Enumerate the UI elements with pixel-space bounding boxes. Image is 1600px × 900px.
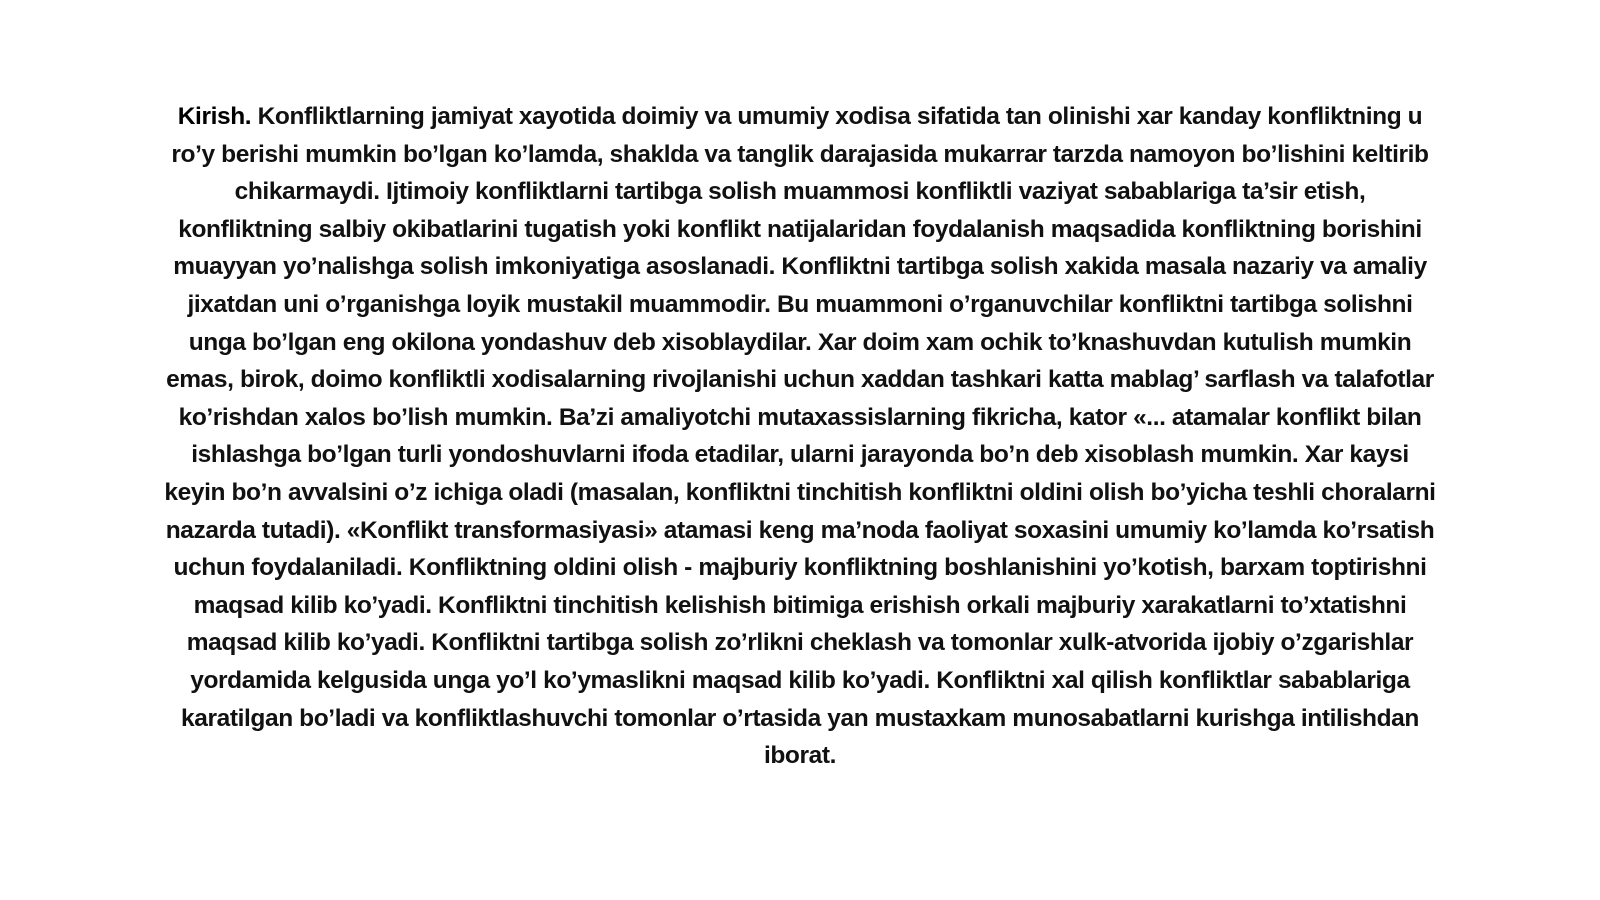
text-line: jixatdan uni o’rganishga loyik mustakil muammodir. Bu muammoni o’rganuvchilar konfliktni tartibga solishni — [187, 290, 1413, 318]
text-line: konfliktning salbiy okibatlarini tugatish yoki konflikt natijalaridan foydalanish maqsadida konfliktning borishini — [178, 215, 1422, 243]
body-paragraph — [80, 98, 1520, 775]
text-line: muayyan yo’nalishga solish imkoniyatiga asoslanadi. Konfliktni tartibga solish xakida masala nazariy va amaliy — [173, 253, 1427, 281]
text-line: iborat. — [763, 742, 837, 770]
text-line: ro’y berishi mumkin bo’lgan ko’lamda, shaklda va tanglik darajasida mukarrar tarzda namoyon bo’lishini keltirib — [171, 140, 1429, 168]
text-line: yordamida kelgusida unga yo’l ko’ymaslikni maqsad kilib ko’yadi. Konfliktni xal qilish konfliktlar sabablariga — [190, 666, 1410, 694]
text-line: nazarda tutadi). «Konflikt transformasiyasi» atamasi keng ma’noda faoliyat soxasini umumiy ko’lamda ko’rsatish — [165, 516, 1435, 544]
text-line: ishlashga bo’lgan turli yondoshuvlarni ifoda etadilar, ularni jarayonda bo’n deb xisoblash mumkin. Xar kaysi — [191, 441, 1409, 469]
lead-word: Kirish. — [177, 103, 252, 130]
text-line: maqsad kilib ko’yadi. Konfliktni tartibga solish zo’rlikni cheklash va tomonlar xulk-atvorida ijobiy o’zgarishlar — [186, 629, 1414, 657]
text-line: ko’rishdan xalos bo’lish mumkin. Ba’zi amaliyotchi mutaxassislarning fikricha, kator «... atamalar konflikt bilan — [178, 403, 1422, 431]
text-line-content: Konfliktlarning jamiyat xayotida doimiy va umumiy xodisa sifatida tan olinishi xar kanday konfliktning u — [251, 103, 1423, 130]
text-line — [80, 98, 1520, 136]
text-line: emas, birok, doimo konfliktli xodisalarning rivojlanishi uchun xaddan tashkari katta mablag’ sarflash va talafotlar — [166, 366, 1434, 394]
text-line: unga bo’lgan eng okilona yondashuv deb xisoblaydilar. Xar doim xam ochik to’knashuvdan kutulish mumkin — [188, 328, 1412, 356]
text-line: karatilgan bo’ladi va konfliktlashuvchi tomonlar o’rtasida yan mustaxkam munosabatlarni kurishga intilishdan — [181, 704, 1419, 732]
text-line: keyin bo’n avvalsini o’z ichiga oladi (masalan, konfliktni tinchitish konfliktni oldini olish bo’yicha teshli choralarni — [164, 478, 1436, 506]
text-line: chikarmaydi. Ijtimoiy konfliktlarni tartibga solish muammosi konfliktli vaziyat sabablariga ta’sir etish, — [234, 178, 1366, 206]
text-line: uchun foydalaniladi. Konfliktning oldini olish - majburiy konfliktning boshlanishini yo’kotish, barxam toptirishni — [173, 554, 1427, 582]
text-line: maqsad kilib ko’yadi. Konfliktni tinchitish kelishish bitimiga erishish orkali majburiy xarakatlarni to’xtatishni — [193, 591, 1407, 619]
